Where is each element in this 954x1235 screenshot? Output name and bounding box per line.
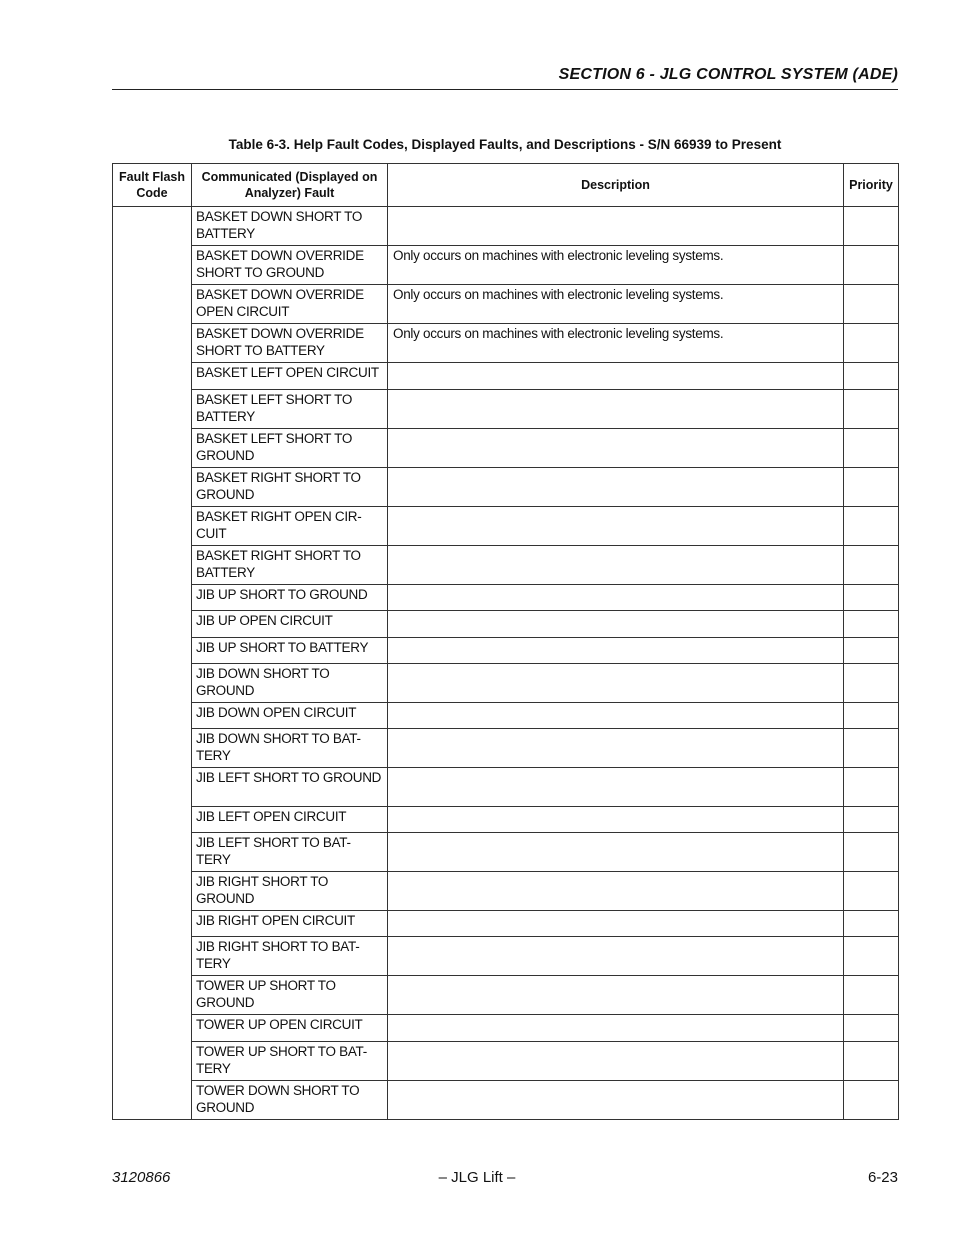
priority-cell <box>844 429 899 468</box>
table-row <box>113 729 899 768</box>
fault-name-cell: JIB RIGHT SHORT TO GROUND <box>192 872 388 911</box>
fault-name-cell: JIB DOWN OPEN CIRCUIT <box>192 703 388 729</box>
fault-name-cell: JIB LEFT SHORT TO GROUND <box>192 768 388 807</box>
column-header-fault-flash-code: Fault Flash Code <box>113 164 192 207</box>
priority-cell <box>844 664 899 703</box>
description-cell <box>388 911 844 937</box>
fault-name-cell: BASKET DOWN SHORT TO BATTERY <box>192 207 388 246</box>
page-number: 6-23 <box>867 1169 898 1186</box>
priority-cell <box>844 976 899 1015</box>
priority-cell <box>844 1081 899 1120</box>
description-cell <box>388 872 844 911</box>
fault-name-cell: BASKET DOWN OVERRIDE OPEN CIRCUIT <box>192 285 388 324</box>
fault-name-cell: JIB DOWN SHORT TO GROUND <box>192 664 388 703</box>
table-row <box>113 363 899 390</box>
description-cell <box>388 807 844 833</box>
priority-cell <box>844 468 899 507</box>
priority-cell <box>844 768 899 807</box>
fault-name-cell: JIB UP OPEN CIRCUIT <box>192 611 388 638</box>
description-cell <box>388 468 844 507</box>
priority-cell <box>844 585 899 611</box>
description-cell <box>388 390 844 429</box>
table-row <box>113 390 899 429</box>
table-row <box>113 285 899 324</box>
table-row <box>113 833 899 872</box>
priority-cell <box>844 703 899 729</box>
table-row <box>113 664 899 703</box>
fault-name-cell: JIB DOWN SHORT TO BAT-TERY <box>192 729 388 768</box>
fault-name-cell: BASKET LEFT OPEN CIRCUIT <box>192 363 388 390</box>
table-row <box>113 911 899 937</box>
fault-name-cell: BASKET RIGHT SHORT TO GROUND <box>192 468 388 507</box>
table-title: Table 6-3. Help Fault Codes, Displayed Faults, and Descriptions - S/N 66939 to Present <box>228 137 782 152</box>
table-row <box>113 585 899 611</box>
table-row <box>113 611 899 638</box>
priority-cell <box>844 363 899 390</box>
table-row <box>113 246 899 285</box>
table-row <box>113 468 899 507</box>
description-cell <box>388 638 844 664</box>
fault-name-cell: TOWER UP OPEN CIRCUIT <box>192 1015 388 1042</box>
table-row <box>113 429 899 468</box>
priority-cell <box>844 246 899 285</box>
table-row <box>113 976 899 1015</box>
table-row <box>113 937 899 976</box>
description-cell <box>388 664 844 703</box>
priority-cell <box>844 807 899 833</box>
priority-cell <box>844 1015 899 1042</box>
priority-cell <box>844 611 899 638</box>
table-row <box>113 324 899 363</box>
fault-name-cell: BASKET DOWN OVERRIDE SHORT TO BATTERY <box>192 324 388 363</box>
description-cell: Only occurs on machines with electronic leveling systems. <box>388 324 844 363</box>
table-row <box>113 1081 899 1120</box>
priority-cell <box>844 390 899 429</box>
description-cell <box>388 363 844 390</box>
description-cell <box>388 507 844 546</box>
table-row <box>113 638 899 664</box>
priority-cell <box>844 324 899 363</box>
priority-cell <box>844 833 899 872</box>
fault-name-cell: JIB LEFT SHORT TO BAT-TERY <box>192 833 388 872</box>
priority-cell <box>844 285 899 324</box>
description-cell <box>388 207 844 246</box>
table-row <box>113 207 899 246</box>
column-header-communicated-fault: Communicated (Displayed on Analyzer) Fault <box>192 164 388 207</box>
description-cell <box>388 611 844 638</box>
description-cell <box>388 768 844 807</box>
fault-name-cell: BASKET RIGHT SHORT TO BATTERY <box>192 546 388 585</box>
description-cell <box>388 546 844 585</box>
fault-name-cell: BASKET LEFT SHORT TO GROUND <box>192 429 388 468</box>
fault-name-cell: BASKET DOWN OVERRIDE SHORT TO GROUND <box>192 246 388 285</box>
priority-cell <box>844 729 899 768</box>
fault-name-cell: JIB UP SHORT TO BATTERY <box>192 638 388 664</box>
fault-name-cell: TOWER DOWN SHORT TO GROUND <box>192 1081 388 1120</box>
fault-flash-code-cell <box>113 207 192 1120</box>
priority-cell <box>844 207 899 246</box>
fault-name-cell: JIB LEFT OPEN CIRCUIT <box>192 807 388 833</box>
description-cell: Only occurs on machines with electronic leveling systems. <box>388 285 844 324</box>
fault-name-cell: TOWER UP SHORT TO GROUND <box>192 976 388 1015</box>
table-row <box>113 546 899 585</box>
table-row <box>113 768 899 807</box>
fault-name-cell: BASKET LEFT SHORT TO BATTERY <box>192 390 388 429</box>
table-row <box>113 1015 899 1042</box>
priority-cell <box>844 507 899 546</box>
description-cell: Only occurs on machines with electronic leveling systems. <box>388 246 844 285</box>
priority-cell <box>844 1042 899 1081</box>
table-row <box>113 1042 899 1081</box>
table-row <box>113 703 899 729</box>
fault-name-cell: JIB UP SHORT TO GROUND <box>192 585 388 611</box>
description-cell <box>388 833 844 872</box>
priority-cell <box>844 638 899 664</box>
header-divider <box>112 89 898 90</box>
description-cell <box>388 729 844 768</box>
description-cell <box>388 976 844 1015</box>
description-cell <box>388 1081 844 1120</box>
description-cell <box>388 1042 844 1081</box>
priority-cell <box>844 937 899 976</box>
document-number: 3120866 <box>112 1169 171 1186</box>
fault-name-cell: TOWER UP SHORT TO BAT-TERY <box>192 1042 388 1081</box>
table-header-row <box>113 164 899 207</box>
description-cell <box>388 429 844 468</box>
fault-codes-table <box>112 163 899 1120</box>
table-row <box>113 507 899 546</box>
column-header-description: Description <box>388 164 844 207</box>
priority-cell <box>844 546 899 585</box>
table-row <box>113 872 899 911</box>
description-cell <box>388 937 844 976</box>
fault-name-cell: JIB RIGHT OPEN CIRCUIT <box>192 911 388 937</box>
table-body <box>113 207 899 1120</box>
table-row <box>113 807 899 833</box>
description-cell <box>388 703 844 729</box>
column-header-priority: Priority <box>844 164 899 207</box>
description-cell <box>388 585 844 611</box>
fault-name-cell: JIB RIGHT SHORT TO BAT-TERY <box>192 937 388 976</box>
footer-brand: – JLG Lift – <box>438 1169 516 1186</box>
fault-name-cell: BASKET RIGHT OPEN CIR-CUIT <box>192 507 388 546</box>
description-cell <box>388 1015 844 1042</box>
priority-cell <box>844 911 899 937</box>
priority-cell <box>844 872 899 911</box>
section-title: SECTION 6 - JLG CONTROL SYSTEM (ADE) <box>558 66 898 83</box>
